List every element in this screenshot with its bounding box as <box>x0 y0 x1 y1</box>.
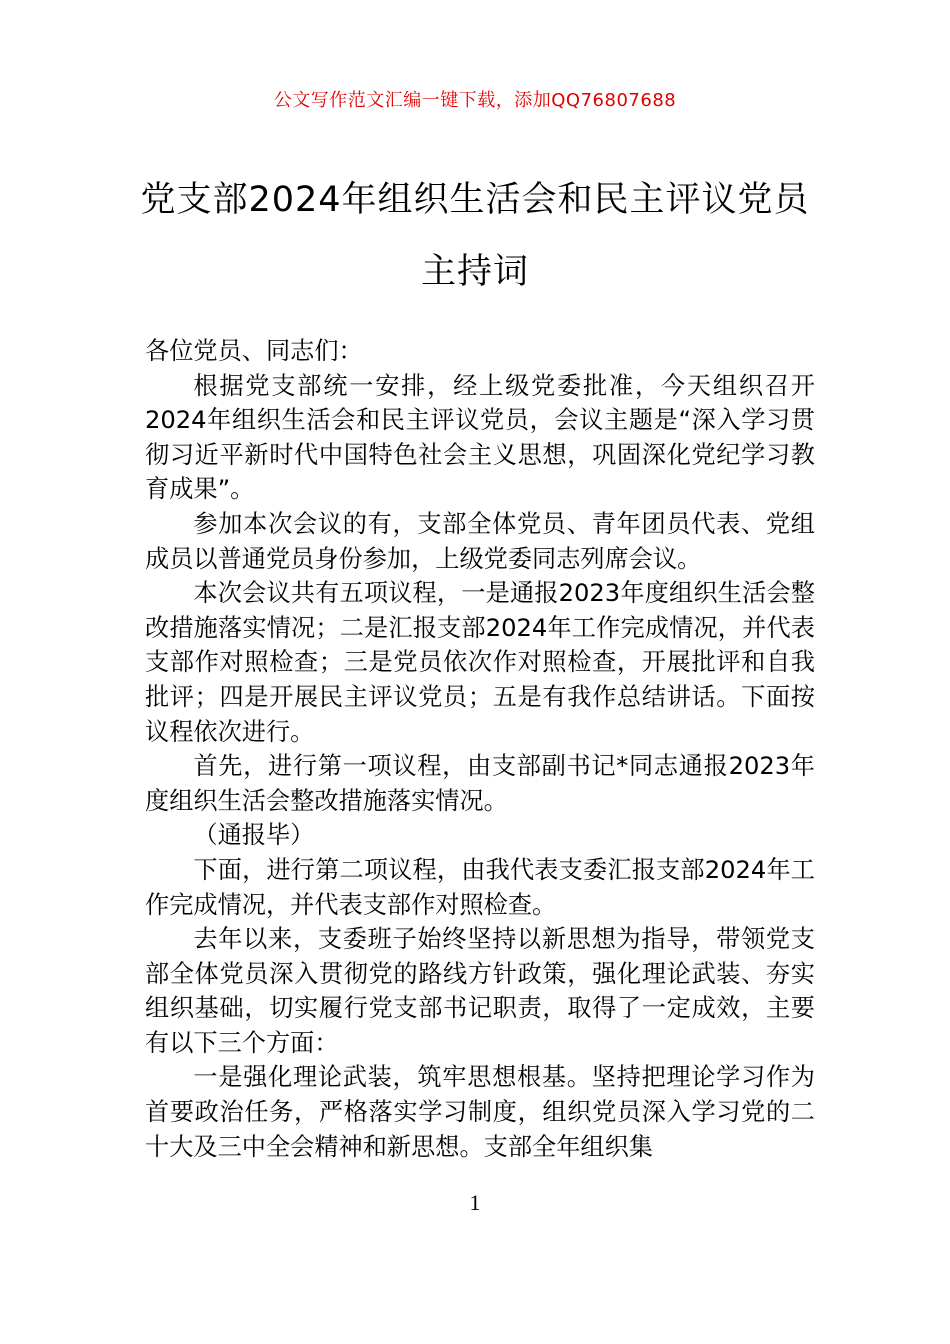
paragraph: （通报毕） <box>193 821 315 850</box>
paragraph: 一是强化理论武装，筑牢思想根基。坚持把理论学习作为首要政治任务，严格落实学习制度，组织党员深入学习党的二十大及三中全会精神和新思想。支部全年组织集 <box>145 1063 815 1161</box>
paragraph: 根据党支部统一安排，经上级党委批准，今天组织召开2024年组织生活会和民主评议党员，会议主题是“深入学习贯彻习近平新时代中国特色社会主义思想，巩固深化党纪学习教育成果”。 <box>145 371 815 504</box>
paragraph: 参加本次会议的有，支部全体党员、青年团员代表、党组成员以普通党员身份参加，上级党委同志列席会议。 <box>145 509 815 573</box>
download-notice: 公文写作范文汇编一键下载，添加QQ76807688 <box>273 90 677 111</box>
document-title-line-2: 主持词 <box>420 252 529 292</box>
document-body <box>145 334 815 1164</box>
paragraph: 本次会议共有五项议程，一是通报2023年度组织生活会整改措施落实情况；二是汇报支部2024年工作完成情况，并代表支部作对照检查；三是党员依次作对照检查，开展批评和自我批评；四是开展民主评议党员；五是有我作总结讲话。下面按议程依次进行。 <box>145 579 815 746</box>
paragraph: 去年以来，支委班子始终坚持以新思想为指导，带领党支部全体党员深入贯彻党的路线方针政策，强化理论武装、夯实组织基础，切实履行党支部书记职责，取得了一定成效，主要有以下三个方面： <box>145 925 815 1057</box>
paragraph: 首先，进行第一项议程，由支部副书记*同志通报2023年度组织生活会整改措施落实情况。 <box>145 752 815 815</box>
page-number: 1 <box>469 1190 481 1215</box>
salutation: 各位党员、同志们： <box>145 337 363 365</box>
paragraph: 下面，进行第二项议程，由我代表支委汇报支部2024年工作完成情况，并代表支部作对照检查。 <box>145 855 815 919</box>
document-title-line-1: 党支部2024年组织生活会和民主评议党员 <box>140 180 810 220</box>
